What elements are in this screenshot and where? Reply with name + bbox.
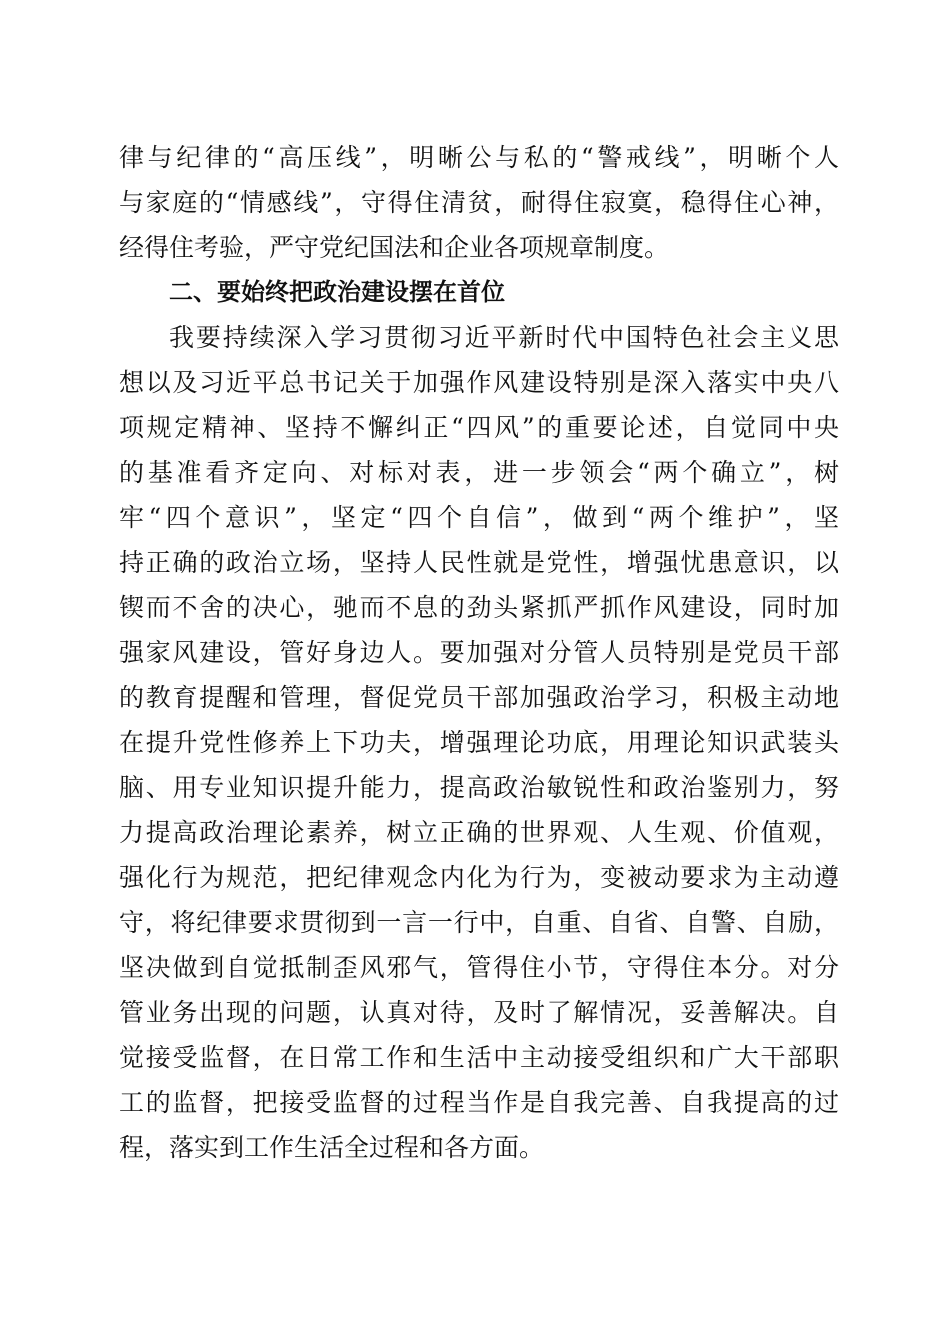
text-line: 强家风建设，管好身边人。要加强对分管人员特别是党员干部 <box>119 638 839 667</box>
text-line: 项规定精神、坚持不懈纠正“四风”的重要论述，自觉同中央 <box>119 413 839 442</box>
text-line: 守，将纪律要求贯彻到一言一行中，自重、自省、自警、自励， <box>119 908 839 937</box>
text-line: 与家庭的“情感线”，守得住清贫，耐得住寂寞，稳得住心神， <box>119 188 839 217</box>
section-heading: 二、要始终把政治建设摆在首位 <box>169 278 505 306</box>
text-line: 律与纪律的“高压线”，明晰公与私的“警戒线”，明晰个人 <box>119 143 839 172</box>
text-line: 坚决做到自觉抵制歪风邪气，管得住小节，守得住本分。对分 <box>119 953 839 982</box>
text-line: 在提升党性修养上下功夫，增强理论功底，用理论知识武装头 <box>119 728 839 757</box>
text-line: 经得住考验，严守党纪国法和企业各项规章制度。 <box>119 233 670 262</box>
text-line: 程，落实到工作生活全过程和各方面。 <box>119 1133 545 1162</box>
text-line: 的教育提醒和管理，督促党员干部加强政治学习，积极主动地 <box>119 683 839 712</box>
text-line: 的基准看齐定向、对标对表，进一步领会“两个确立”，树 <box>119 458 839 487</box>
paragraph-body <box>119 315 839 1170</box>
text-line: 锲而不舍的决心，驰而不息的劲头紧抓严抓作风建设，同时加 <box>119 593 839 622</box>
text-line: 脑、用专业知识提升能力，提高政治敏锐性和政治鉴别力，努 <box>119 773 839 802</box>
document-body <box>119 135 839 1170</box>
text-line: 强化行为规范，把纪律观念内化为行为，变被动要求为主动遵 <box>119 863 839 892</box>
text-line: 力提高政治理论素养，树立正确的世界观、人生观、价值观， <box>119 818 839 847</box>
text-line: 管业务出现的问题，认真对待，及时了解情况，妥善解决。自 <box>119 998 839 1027</box>
paragraph-continuation <box>119 135 839 270</box>
text-line: 工的监督，把接受监督的过程当作是自我完善、自我提高的过 <box>119 1088 839 1117</box>
text-line: 觉接受监督，在日常工作和生活中主动接受组织和广大干部职 <box>119 1043 839 1072</box>
text-line: 牢“四个意识”，坚定“四个自信”，做到“两个维护”，坚 <box>119 503 839 532</box>
text-line: 持正确的政治立场，坚持人民性就是党性，增强忧患意识，以 <box>119 548 839 577</box>
text-line: 我要持续深入学习贯彻习近平新时代中国特色社会主义思 <box>169 323 839 352</box>
text-line: 想以及习近平总书记关于加强作风建设特别是深入落实中央八 <box>119 368 839 397</box>
